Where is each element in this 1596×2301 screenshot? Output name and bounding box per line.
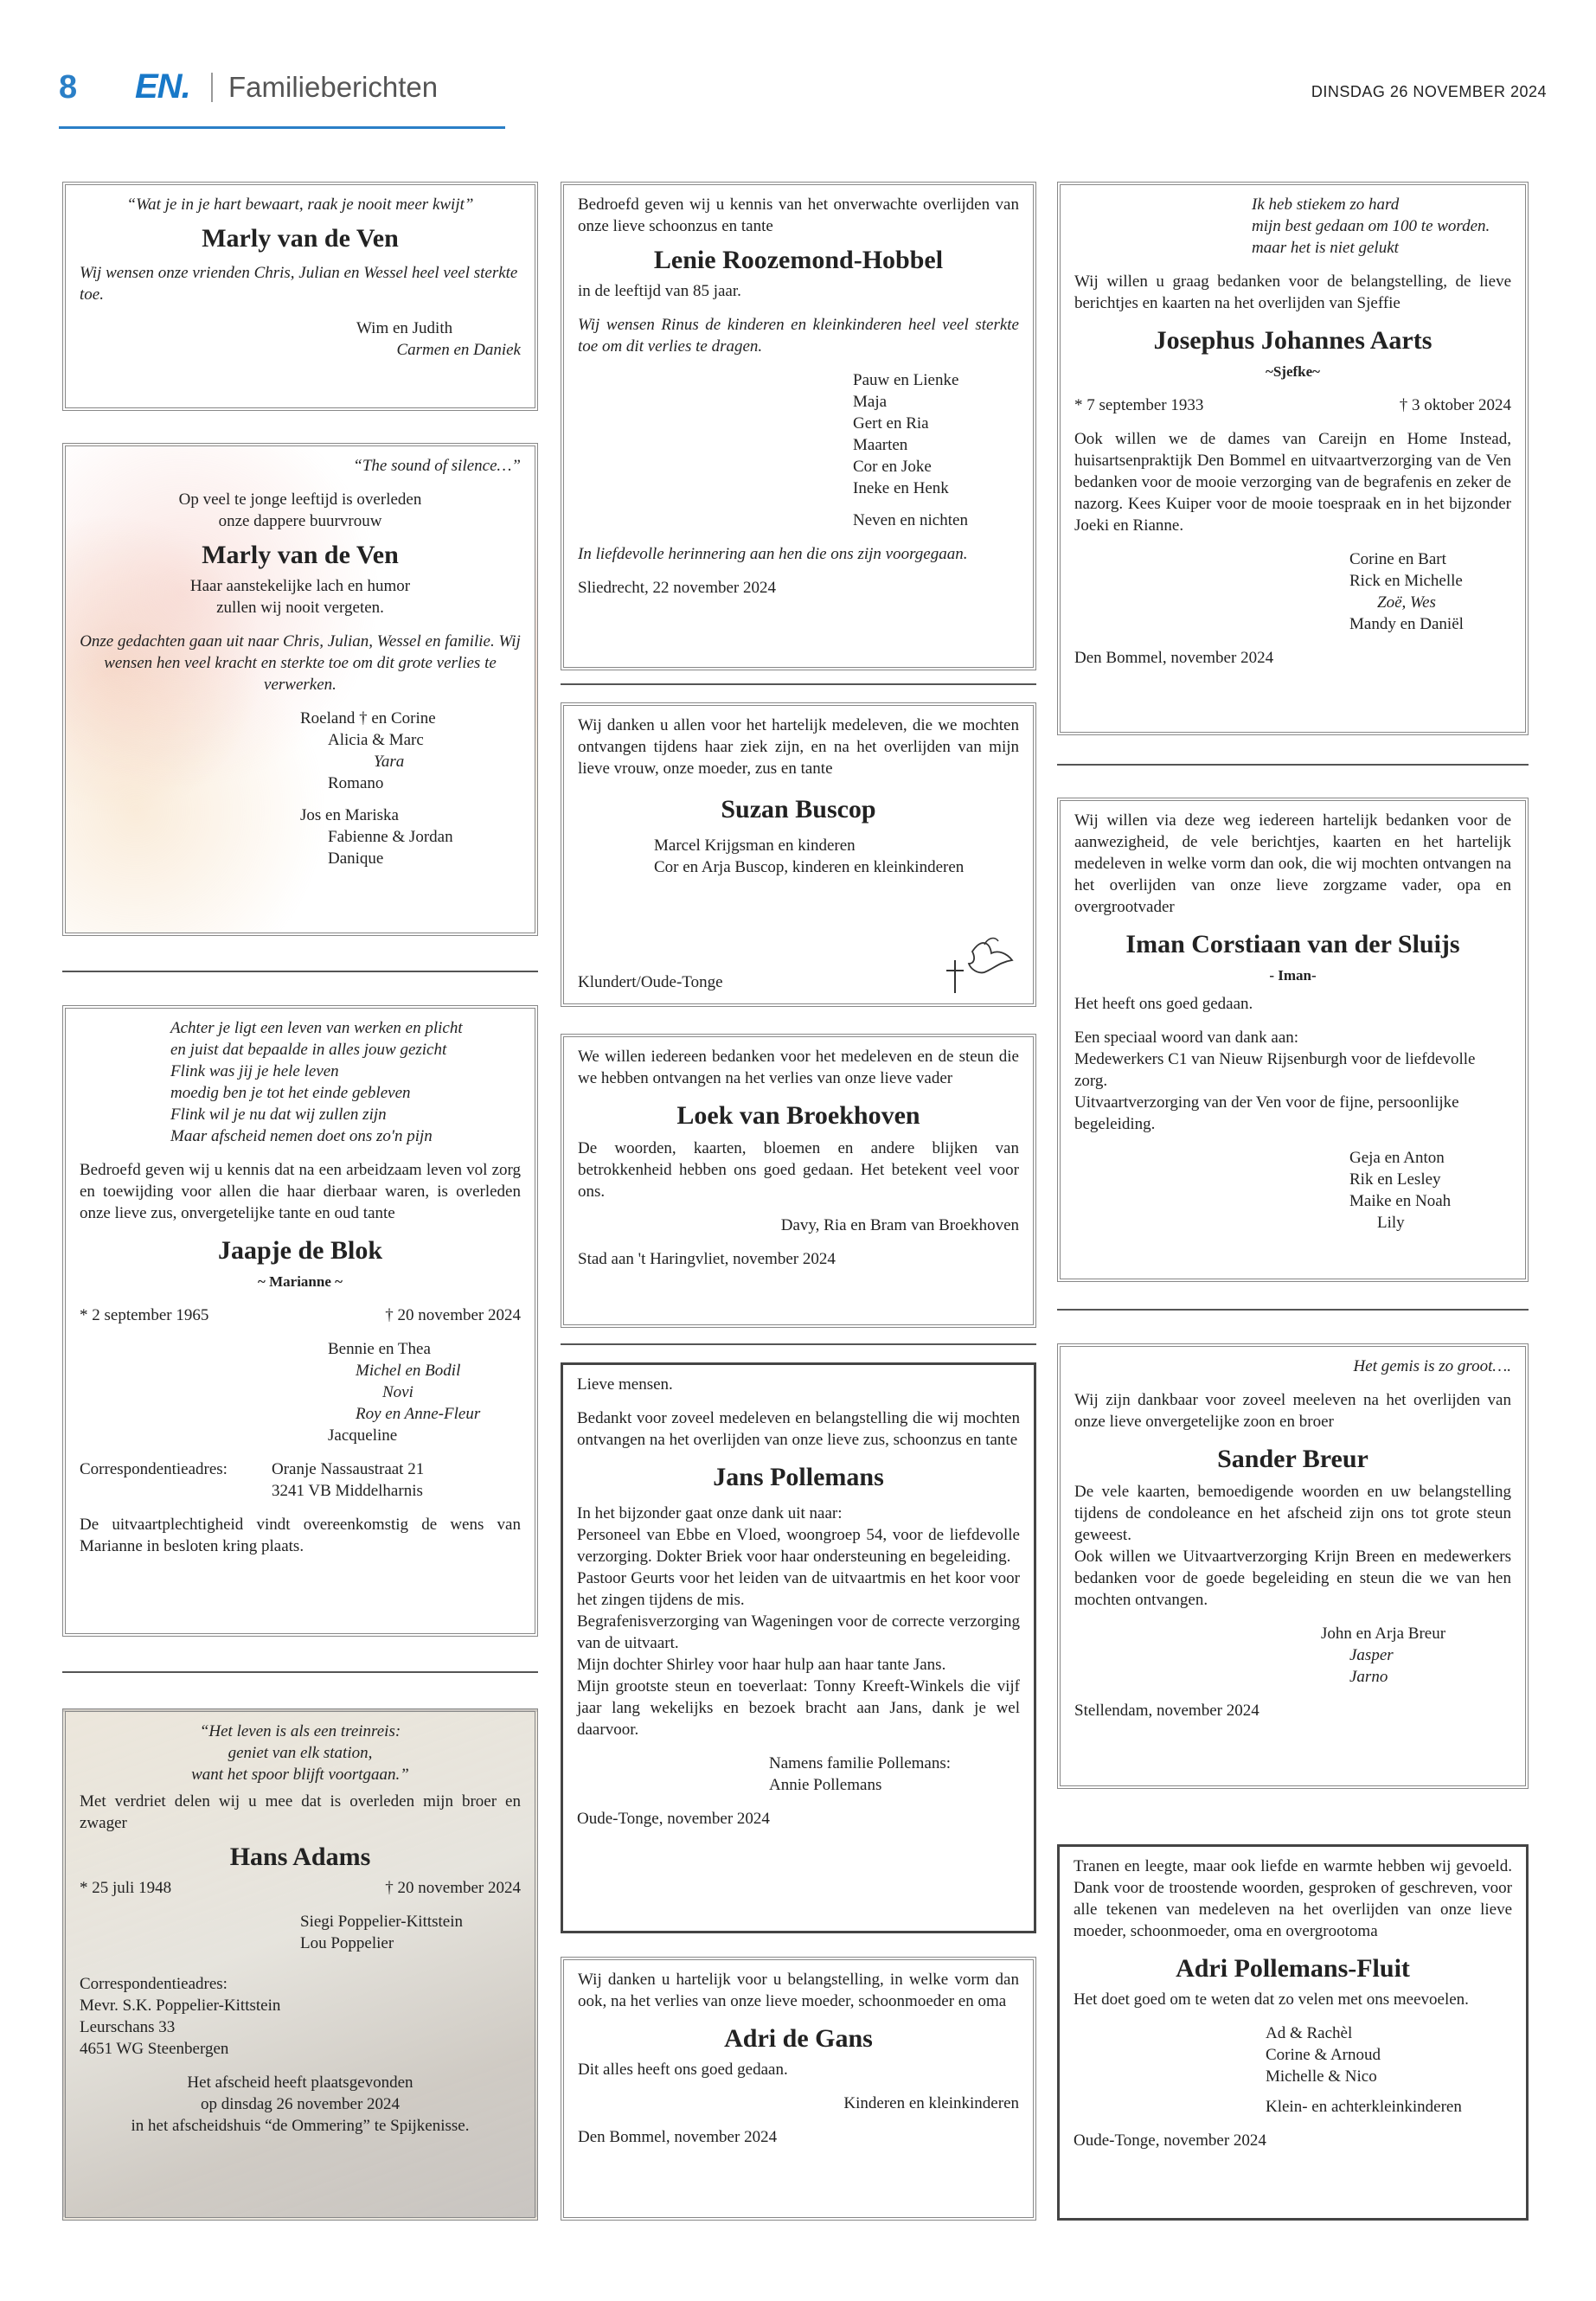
signature: Geja en Anton	[1349, 1149, 1445, 1167]
deceased-name: Adri Pollemans-Fluit	[1176, 1954, 1410, 1983]
notice-body: In het bijzonder gaat onze dank uit naar:	[577, 1504, 843, 1522]
signature: Mandy en Daniël	[1349, 615, 1464, 633]
notice-body: Het heeft ons goed gedaan.	[1074, 995, 1253, 1013]
poem-line: moedig ben je tot het einde gebleven	[170, 1084, 411, 1102]
death-date: † 20 november 2024	[385, 1306, 521, 1324]
notice-text: Wij willen via deze weg iedereen hartelijk bedanken voor de aanwezigheid, de vele berichtjes, kaarten en het hartelijk medeleven in welke vorm dan ook, die wij mochten ontvangen na het overlijden van onze lieve zorgzame vader, opa en overgrootvader	[1074, 811, 1511, 916]
notice-quote: “The sound of silence…”	[353, 457, 521, 475]
signature: Maarten	[853, 436, 908, 454]
birth-date: * 7 september 1933	[1074, 396, 1204, 414]
poem-line: Ik heb stiekem zo hard	[1252, 195, 1400, 214]
deceased-nickname: ~ Marianne ~	[258, 1273, 343, 1290]
death-date: † 20 november 2024	[385, 1879, 521, 1897]
signature: Klein- en achterkleinkinderen	[1266, 2098, 1462, 2116]
deceased-name: Sander Breur	[1217, 1445, 1368, 1473]
notice-text: Met verdriet delen wij u mee dat is overleden mijn broer en zwager	[80, 1792, 521, 1832]
birth-date: * 2 september 1965	[80, 1306, 209, 1324]
notice-body: De vele kaarten, bemoedigende woorden en uw belangstelling tijdens de condoleance en het afscheid zijn ons tot grote steun geweest. Ook willen we Uitvaartverzorging Krijn Breen en medewerkers bedanken voor de goede begeleiding en steun die we van hen mochten ontvangen.	[1074, 1483, 1511, 1609]
notice-josephus	[1057, 182, 1529, 735]
address-line: 3241 VB Middelharnis	[272, 1482, 423, 1500]
notice-footer: in het afscheidshuis “de Ommering” te Spijkenisse.	[131, 2117, 470, 2135]
signature: Roy en Anne-Fleur	[356, 1405, 481, 1423]
signature: Annie Pollemans	[769, 1776, 882, 1794]
notice-jaapje	[62, 1005, 538, 1637]
column-divider	[1057, 764, 1529, 766]
signature: Rick en Michelle	[1349, 572, 1463, 590]
signature: Roeland † en Corine	[300, 709, 436, 727]
column-divider	[62, 1671, 538, 1673]
newspaper-logo: EN.	[135, 67, 190, 106]
dove-cross-icon	[938, 934, 1016, 995]
deceased-name: Suzan Buscop	[721, 795, 876, 824]
page-header	[59, 62, 1547, 114]
poem-line: mijn best gedaan om 100 te worden.	[1252, 217, 1490, 235]
notice-body: Mijn dochter Shirley voor haar hulp aan haar tante Jans.	[577, 1656, 946, 1674]
notice-footer: De uitvaartplechtigheid vindt overeenkomstig de wens van Marianne in besloten kring plaats.	[80, 1516, 521, 1555]
notice-place: Stellendam, november 2024	[1074, 1702, 1259, 1720]
address-line: Oranje Nassaustraat 21	[272, 1460, 425, 1478]
signature: Jacqueline	[328, 1426, 398, 1445]
deceased-name: Josephus Johannes Aarts	[1153, 326, 1433, 355]
signature: Cor en Joke	[853, 458, 932, 476]
signature: Marcel Krijgsman en kinderen	[654, 836, 856, 855]
signature: Ineke en Henk	[853, 479, 949, 497]
notice-body: Uitvaartverzorging van der Ven voor de fijne, persoonlijke begeleiding.	[1074, 1093, 1459, 1133]
notice-loek	[561, 1034, 1036, 1328]
notice-text: Wij willen u graag bedanken voor de belangstelling, de lieve berichtjes en kaarten na het overlijden van Sjeffie	[1074, 272, 1511, 312]
poem-line: Achter je ligt een leven van werken en plicht	[170, 1019, 463, 1037]
notice-text: Bedroefd geven wij u kennis van het onverwachte overlijden van onze lieve schoonzus en tante	[578, 195, 1019, 235]
signature: John en Arja Breur	[1321, 1625, 1446, 1643]
notice-text: Tranen en leegte, maar ook liefde en warmte hebben wij gevoeld. Dank voor de troostende woorden, gesproken of geschreven, voor alle tekenen van medeleven na het overlijden van onze lieve moeder, schoonmoeder, oma en overgrootoma	[1074, 1857, 1512, 1940]
notice-adri-de-gans	[561, 1957, 1036, 2221]
deceased-nickname: ~Sjefke~	[1265, 363, 1320, 380]
deceased-name: Hans Adams	[229, 1843, 371, 1871]
signature: Gert en Ria	[853, 414, 929, 433]
notice-text: Wij wensen onze vrienden Chris, Julian en Wessel heel veel sterkte toe.	[80, 264, 518, 304]
notice-jans	[561, 1362, 1036, 1933]
signature: Siegi Poppelier-Kittstein	[300, 1913, 464, 1931]
notice-body: Personeel van Ebbe en Vloed, woongroep 54, voor de liefdevolle verzorging. Dokter Briek voor haar ondersteuning en begeleiding.	[577, 1526, 1020, 1566]
deceased-nickname: - Iman-	[1269, 967, 1317, 984]
signature: Michel en Bodil	[356, 1362, 461, 1380]
notice-body: Medewerkers C1 van Nieuw Rijsenburgh voor de liefdevolle zorg.	[1074, 1050, 1476, 1090]
signature: Neven en nichten	[853, 511, 968, 529]
poem-line: Flink wil je nu dat wij zullen zijn	[170, 1106, 387, 1124]
deceased-name: Lenie Roozemond-Hobbel	[653, 246, 944, 274]
column-divider	[62, 971, 538, 972]
notice-text: Wij danken u allen voor het hartelijk medeleven, die we mochten ontvangen tijdens haar ziek zijn, en na het overlijden van mijn lieve vrouw, onze moeder, zus en tante	[578, 716, 1019, 778]
notice-text: Wij danken u hartelijk voor u belangstelling, in welke vorm dan ook, na het verlies van onze lieve moeder, schoonmoeder en oma	[578, 1971, 1019, 2010]
header-rule	[59, 126, 505, 129]
signature: Michelle & Nico	[1266, 2067, 1377, 2086]
header-separator	[211, 73, 213, 102]
poem-line: maar het is niet gelukt	[1252, 239, 1399, 257]
notice-poem	[170, 1017, 521, 1147]
address-line: Mevr. S.K. Poppelier-Kittstein	[80, 1997, 281, 2015]
notice-place: Den Bommel, november 2024	[578, 2128, 778, 2146]
notice-body: Begrafenisverzorging van Wageningen voor de correcte verzorging van de uitvaart.	[577, 1612, 1020, 1652]
deceased-name: Marly van de Ven	[202, 224, 399, 253]
signature: Maike en Noah	[1349, 1192, 1452, 1210]
birth-date: * 25 juli 1948	[80, 1879, 172, 1897]
poem-line: Flink was jij je hele leven	[170, 1062, 339, 1080]
signature: Novi	[382, 1383, 413, 1401]
signature: Corine & Arnoud	[1266, 2046, 1381, 2064]
notice-adri-pollemans	[1057, 1844, 1529, 2221]
signature: Jasper	[1349, 1646, 1394, 1664]
notice-text: Bedankt voor zoveel medeleven en belangstelling die wij mochten ontvangen na het overlijden van onze lieve zus, schoonzus en tante	[577, 1409, 1020, 1449]
signature: Danique	[328, 849, 384, 868]
notice-place: Oude-Tonge, november 2024	[577, 1810, 770, 1828]
signature: Jos en Mariska	[300, 806, 399, 824]
deceased-name: Iman Corstiaan van der Sluijs	[1125, 930, 1460, 958]
notice-body: Een speciaal woord van dank aan:	[1074, 1029, 1299, 1047]
notice-greeting: Lieve mensen.	[577, 1375, 673, 1394]
notice-footer: Het afscheid heeft plaatsgevonden	[187, 2073, 413, 2092]
column-divider	[561, 1343, 1036, 1345]
notice-place: Stad aan 't Haringvliet, november 2024	[578, 1250, 836, 1268]
signature: Rik en Lesley	[1349, 1170, 1441, 1189]
deceased-name: Jans Pollemans	[713, 1463, 884, 1491]
correspondence-label: Correspondentieadres:	[80, 1460, 228, 1478]
signature: Wim en Judith	[356, 319, 453, 337]
signature: Yara	[374, 753, 405, 771]
life-dates	[80, 1877, 521, 1899]
notice-memory: In liefdevolle herinnering aan hen die ons zijn voorgegaan.	[578, 545, 968, 563]
poem-line: en juist dat bepaalde in alles jouw gezicht	[170, 1041, 447, 1059]
notice-poem	[1252, 194, 1511, 259]
signature: Carmen en Daniek	[396, 341, 521, 359]
notice-sander	[1057, 1343, 1529, 1789]
notice-body: Dit alles heeft ons goed gedaan.	[578, 2061, 788, 2079]
notice-quote: geniet van elk station,	[228, 1744, 373, 1762]
signature: Lily	[1377, 1214, 1405, 1232]
notice-body: Mijn grootste steun en toeverlaat: Tonny Kreeft-Winkels die vijf jaar lang wekelijks en bezoek bracht aan Jans, dank je wel daarvoor.	[577, 1677, 1020, 1739]
notice-intro: Op veel te jonge leeftijd is overleden	[178, 490, 422, 509]
address-line: Correspondentieadres:	[80, 1975, 228, 1993]
notice-place: Oude-Tonge, november 2024	[1074, 2131, 1266, 2150]
signature: Lou Poppelier	[300, 1934, 394, 1952]
deceased-name: Loek van Broekhoven	[676, 1101, 920, 1130]
signature: Namens familie Pollemans:	[769, 1754, 952, 1772]
notice-iman	[1057, 798, 1529, 1282]
notice-footer: op dinsdag 26 november 2024	[200, 2095, 401, 2113]
life-dates	[1074, 394, 1511, 416]
notice-place: Klundert/Oude-Tonge	[578, 973, 723, 991]
notice-place: Den Bommel, november 2024	[1074, 649, 1274, 667]
signature: Alicia & Marc	[328, 731, 424, 749]
issue-date: DINSDAG 26 NOVEMBER 2024	[1311, 83, 1547, 100]
signature: Corine en Bart	[1349, 550, 1446, 568]
notice-quote: “Het leven is als een treinreis:	[199, 1722, 401, 1740]
notice-body: De woorden, kaarten, bloemen en andere blijken van betrokkenheid hebben ons goed gedaan. Het betekent veel voor ons.	[578, 1139, 1019, 1201]
deceased-name: Marly van de Ven	[202, 541, 399, 569]
deceased-name: Jaapje de Blok	[217, 1236, 383, 1265]
address-line: Leurschans 33	[80, 2018, 176, 2036]
notice-text: zullen wij nooit vergeten.	[216, 599, 384, 617]
section-title: Familieberichten	[228, 71, 439, 103]
notice-text: Wij zijn dankbaar voor zoveel meeleven na het overlijden van onze lieve onvergetelijke zoon en broer	[1074, 1391, 1511, 1431]
notice-quote: Het gemis is zo groot….	[1353, 1357, 1511, 1375]
column-divider	[1057, 1309, 1529, 1311]
signature: Fabienne & Jordan	[328, 828, 453, 846]
notice-text: Haar aanstekelijke lach en humor	[189, 577, 411, 595]
signature: Bennie en Thea	[328, 1340, 431, 1358]
signature: Kinderen en kleinkinderen	[843, 2094, 1019, 2112]
notice-suzan	[561, 702, 1036, 1007]
notice-body: Ook willen we de dames van Careijn en Home Instead, huisartsenpraktijk Den Bommel en uitvaartverzorging van de Ven bedanken voor de mooie verzorging van de begrafenis en zeker de nazorg. Kees Kuiper voor de mooie toespraak en in het bijzonder Joeki en Rianne.	[1074, 430, 1511, 535]
signature: Maja	[853, 393, 888, 411]
signature: Zoë, Wes	[1377, 593, 1436, 612]
notice-body: Pastoor Geurts voor het leiden van de uitvaartmis en het koor voor het zingen tijdens de mis.	[577, 1569, 1020, 1609]
notice-italic: Wij wensen Rinus de kinderen en kleinkinderen heel veel sterkte toe om dit verlies te dragen.	[578, 316, 1019, 356]
page-number: 8	[59, 69, 78, 106]
notice-marly-1	[62, 182, 538, 411]
notice-italic: Onze gedachten gaan uit naar Chris, Julian, Wessel en familie. Wij wensen hen veel kracht en sterkte toe om dit grote verlies te verwerken.	[80, 632, 521, 694]
notice-place: Sliedrecht, 22 november 2024	[578, 579, 777, 597]
deceased-name: Adri de Gans	[724, 2024, 873, 2053]
notice-text: Bedroefd geven wij u kennis dat na een arbeidzaam leven vol zorg en toewijding voor allen die haar dierbaar waren, is overleden onze lieve zus, onvergetelijke tante en oud tante	[80, 1161, 521, 1222]
address-line: 4651 WG Steenbergen	[80, 2040, 229, 2058]
column-divider	[561, 683, 1036, 685]
signature: Cor en Arja Buscop, kinderen en kleinkinderen	[654, 858, 965, 876]
signature: Jarno	[1349, 1668, 1388, 1686]
death-date: † 3 oktober 2024	[1399, 396, 1511, 414]
notice-text: We willen iedereen bedanken voor het medeleven en de steun die we hebben ontvangen na het verlies van onze lieve vader	[578, 1048, 1019, 1087]
signature: Pauw en Lienke	[853, 371, 959, 389]
poem-line: Maar afscheid nemen doet ons zo'n pijn	[170, 1127, 433, 1145]
life-dates	[80, 1304, 521, 1326]
notice-lenie	[561, 182, 1036, 670]
signature: Davy, Ria en Bram van Broekhoven	[780, 1216, 1019, 1234]
notice-body: Het doet goed om te weten dat zo velen met ons meevoelen.	[1074, 1990, 1469, 2009]
signature: Romano	[328, 774, 384, 792]
notice-quote: “Wat je in je hart bewaart, raak je nooit meer kwijt”	[126, 195, 474, 214]
signature: Ad & Rachèl	[1266, 2024, 1353, 2042]
notice-hans	[62, 1708, 538, 2221]
correspondence-address	[80, 1458, 521, 1502]
notice-age: in de leeftijd van 85 jaar.	[578, 282, 741, 300]
notice-quote: want het spoor blijft voortgaan.”	[191, 1766, 409, 1784]
notice-marly-2	[62, 443, 538, 936]
notice-intro: onze dappere buurvrouw	[218, 512, 382, 530]
